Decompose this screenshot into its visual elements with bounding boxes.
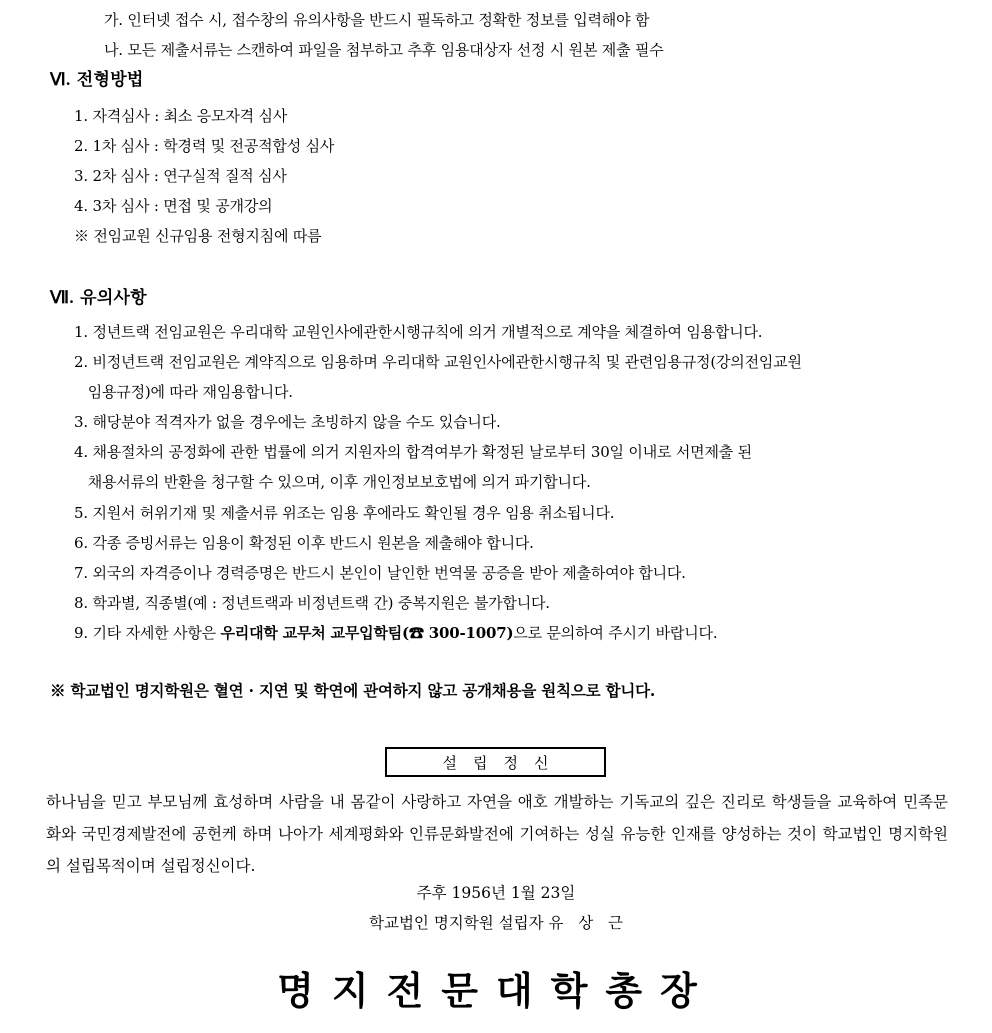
top-item-a: 가. 인터넷 접수 시, 접수창의 유의사항을 반드시 필독하고 정확한 정보를 입력해야 함 — [104, 11, 650, 29]
founding-spirit-label: 설립정신 — [442, 753, 565, 772]
section-number: Ⅶ. — [50, 288, 74, 307]
notice-item-2: 2. 비정년트랙 전임교원은 계약직으로 임용하며 우리대학 교원인사에관한시행규칙 및 관련임용규정(강의전임교원 — [74, 353, 802, 371]
signature-title: 명지전문대학총장 — [277, 968, 715, 1013]
section-title: 전형방법 — [76, 70, 144, 90]
notice-item-5: 5. 지원서 허위기재 및 제출서류 위조는 임용 후에라도 확인될 경우 임용 취소됩니다. — [74, 504, 615, 522]
notice-item-9 — [74, 623, 717, 643]
founder-line: 학교법인 명지학원 설립자 유 상 근 — [369, 914, 623, 932]
notice-item-9-prefix: 9. 기타 자세한 사항은 — [74, 624, 221, 642]
notice-item-7: 7. 외국의 자격증이나 경력증명은 반드시 본인이 날인한 번역물 공증을 받아 제출하여야 합니다. — [74, 564, 686, 582]
section-title: 유의사항 — [80, 288, 147, 308]
notice-item-8: 8. 학과별, 직종별(예 : 정년트랙과 비정년트랙 간) 중복지원은 불가합니다. — [74, 594, 550, 612]
founding-spirit-box — [385, 747, 606, 777]
founding-paragraph: 하나님을 믿고 부모님께 효성하며 사람을 내 몸같이 사랑하고 자연을 애호 개발하는 기독교의 깊은 진리로 학생들을 교육하여 민족문화와 국민경제발전에 공헌케 하며 나아가 세계평화와 인류문화발전에 기여하는 성실 유능한 인재를 양성하는 것이 학교법인 명지학원의 설립목적이며 설립정신이다. — [46, 793, 948, 875]
screening-item-3: 3. 2차 심사 : 연구실적 질적 심사 — [74, 167, 287, 185]
screening-note: ※ 전임교원 신규임용 전형지침에 따름 — [74, 227, 322, 245]
notice-item-4: 4. 채용절차의 공정화에 관한 법률에 의거 지원자의 합격여부가 확정된 날로부터 30일 이내로 서면제출 된 — [74, 443, 752, 461]
screening-item-4: 4. 3차 심사 : 면접 및 공개강의 — [74, 197, 273, 215]
screening-item-1: 1. 자격심사 : 최소 응모자격 심사 — [74, 107, 288, 125]
notice-item-2-cont: 임용규정)에 따라 재임용합니다. — [74, 383, 293, 401]
notice-item-6: 6. 각종 증빙서류는 임용이 확정된 이후 반드시 원본을 제출해야 합니다. — [74, 534, 534, 552]
section-heading-6 — [50, 70, 144, 90]
section-number: Ⅵ. — [50, 70, 71, 89]
founding-date: 주후 1956년 1월 23일 — [416, 884, 576, 902]
notice-item-4-cont: 채용서류의 반환을 청구할 수 있으며, 이후 개인정보보호법에 의거 파기합니다. — [74, 473, 591, 491]
notice-item-1: 1. 정년트랙 전임교원은 우리대학 교원인사에관한시행규칙에 의거 개별적으로 계약을 체결하여 임용합니다. — [74, 323, 763, 341]
top-item-b: 나. 모든 제출서류는 스캔하여 파일을 첨부하고 추후 임용대상자 선정 시 원본 제출 필수 — [104, 41, 664, 59]
contact-info: 우리대학 교무처 교무입학팀(☎ 300-1007) — [220, 624, 514, 642]
fair-hiring-notice: ※ 학교법인 명지학원은 혈연 · 지연 및 학연에 관여하지 않고 공개채용을 원칙으로 합니다. — [50, 681, 656, 700]
section-heading-7 — [50, 288, 147, 308]
notice-item-9-suffix: 으로 문의하여 주시기 바랍니다. — [513, 624, 718, 642]
notice-item-3: 3. 해당분야 적격자가 없을 경우에는 초빙하지 않을 수도 있습니다. — [74, 413, 501, 431]
screening-item-2: 2. 1차 심사 : 학경력 및 전공적합성 심사 — [74, 137, 335, 155]
